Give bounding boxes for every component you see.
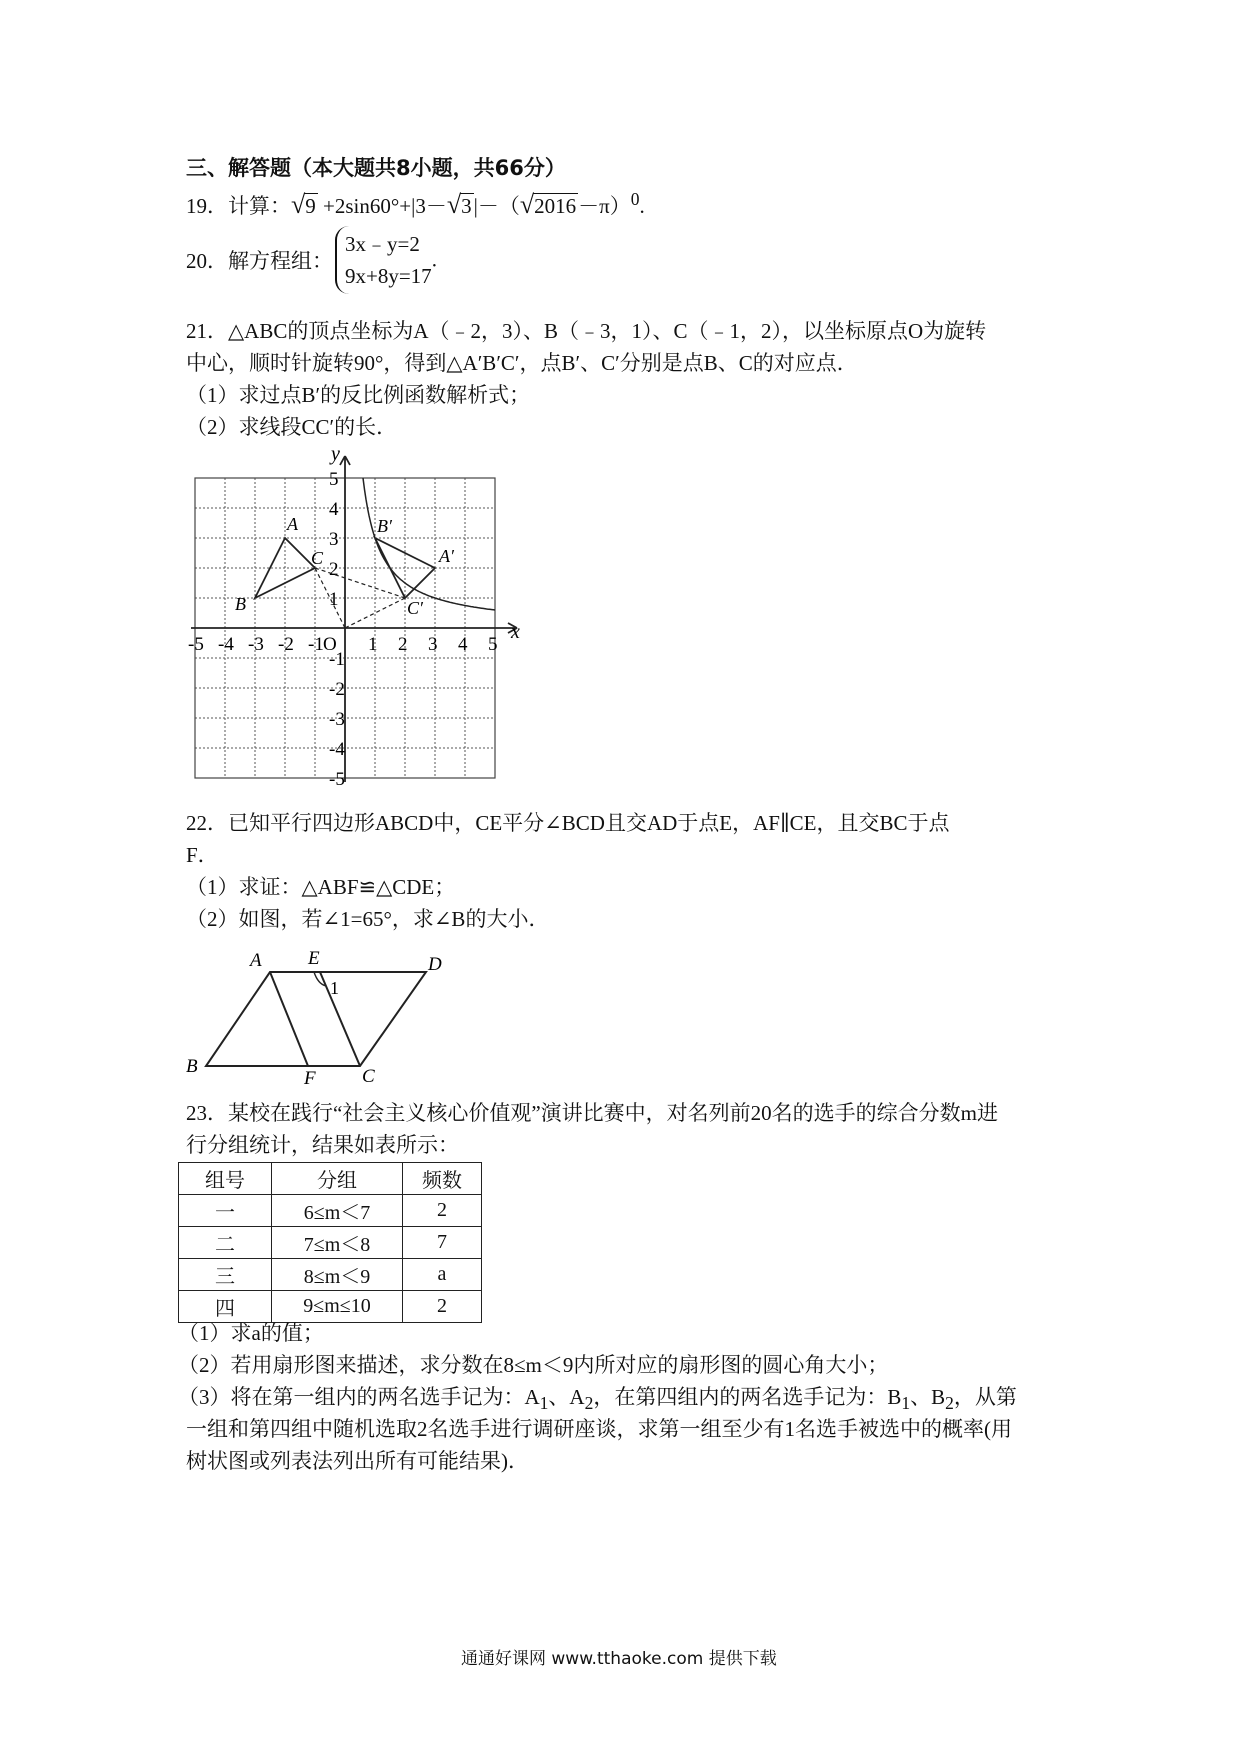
q22-line1: 22．已知平行四边形ABCD中，CE平分∠BCD且交AD于点E，AF∥CE，且交BC于点 [186, 811, 950, 835]
q19-radicand-2: 3 [461, 194, 472, 218]
table-cell: a [403, 1259, 482, 1291]
point-label-a-prime: A′ [439, 546, 454, 566]
x-axis-label: x [511, 621, 520, 643]
table-cell: 7≤m＜8 [272, 1227, 403, 1259]
segment-ec [320, 972, 360, 1066]
graph-shapes [255, 478, 495, 628]
table-header-cell: 分组 [272, 1163, 403, 1195]
point-label-c-prime: C′ [407, 598, 423, 618]
coordinate-graph [188, 443, 530, 792]
point-label-c: C [311, 548, 324, 568]
y-tick-label: 1 [329, 589, 339, 610]
x-tick-label: -4 [218, 634, 234, 655]
y-tick-label: 3 [329, 529, 339, 550]
x-tick-label: -5 [188, 634, 204, 655]
table-row [179, 1195, 482, 1227]
q19-part4: －π） [578, 194, 631, 218]
table-cell: 三 [179, 1259, 272, 1291]
q20-eq2: 9x+8y=17 [345, 264, 432, 288]
graph-axes [191, 456, 517, 782]
segment-af [270, 972, 308, 1066]
q19-part2: +2sin60°+|3－ [323, 194, 447, 218]
table-row [179, 1259, 482, 1291]
table-cell: 一 [179, 1195, 272, 1227]
fig-label-b: B [186, 1056, 198, 1077]
x-tick-label: 2 [398, 634, 408, 655]
sqrt-sign-icon: √ [446, 190, 462, 219]
point-label-b: B [235, 594, 246, 614]
q23-sub3-b: 、A [548, 1385, 585, 1409]
q23-sub3-line1 [178, 1382, 1017, 1418]
x-tick-label: -1 [308, 634, 324, 655]
x-tick-label: 4 [458, 634, 468, 655]
x-tick-label: 1 [368, 634, 378, 655]
question-20 [186, 226, 437, 294]
q23-sub1: （1）求a的值； [178, 1321, 324, 1345]
fig-label-c: C [362, 1066, 375, 1087]
q19-part3: |－（ [473, 194, 520, 218]
frequency-table [178, 1162, 482, 1323]
fig-label-a: A [250, 950, 262, 971]
q21-sub1: （1）求过点B′的反比例函数解析式； [186, 383, 531, 407]
table-cell: 2 [403, 1291, 482, 1323]
y-tick-label: -1 [329, 649, 345, 670]
parallelogram-abcd [206, 972, 426, 1066]
table-cell: 9≤m≤10 [272, 1291, 403, 1323]
x-tick-label: -3 [248, 634, 264, 655]
subscript-1: 1 [539, 1393, 549, 1414]
footer-text: 通通好课网 www.tthaoke.com 提供下载 [461, 1649, 777, 1669]
q19-radicand-3: 2016 [534, 194, 577, 218]
q23-sub3-e: ，从第 [953, 1385, 1017, 1409]
table-row [179, 1227, 482, 1259]
table-cell: 四 [179, 1291, 272, 1323]
q19-exponent: 0 [630, 189, 640, 209]
q19-end: . [639, 194, 645, 218]
table-cell: 6≤m＜7 [272, 1195, 403, 1227]
table-header-row [179, 1163, 482, 1195]
table-cell: 二 [179, 1227, 272, 1259]
q22-sub1: （1）求证：△ABF≌△CDE； [186, 875, 456, 899]
fig-label-angle-1: 1 [330, 978, 339, 998]
sqrt-sign-icon: √ [519, 190, 535, 219]
y-tick-label: 5 [329, 469, 339, 490]
y-axis-label: y [331, 443, 340, 465]
q23-line1: 23．某校在践行“社会主义核心价值观”演讲比赛中，对名列前20名的选手的综合分数m进 [186, 1101, 998, 1125]
subscript-2: 2 [945, 1393, 954, 1414]
x-tick-label: 3 [428, 634, 438, 655]
q19-prefix: 19．计算： [186, 194, 291, 218]
graph-tick-labels [188, 469, 498, 790]
question-19 [186, 184, 645, 221]
q20-end: . [431, 247, 437, 272]
fig-label-e: E [308, 948, 320, 969]
q21-line2: 中心，顺时针旋转90°，得到△A′B′C′，点B′、C′分别是点B、C的对应点． [186, 351, 858, 375]
equation-system-brace [335, 226, 432, 294]
point-label-b-prime: B′ [377, 516, 392, 536]
y-tick-label: -3 [329, 709, 345, 730]
q23-sub3-c: ，在第四组内的两名选手记为：B [593, 1385, 902, 1409]
section-header: 三、解答题（本大题共8小题，共66分） [186, 156, 566, 180]
x-tick-label: 5 [488, 634, 498, 655]
sqrt-sign-icon: √ [291, 190, 306, 219]
parallelogram-figure [180, 944, 460, 1089]
q20-eq1: 3x﹣y=2 [345, 232, 420, 256]
q21-sub2: （2）求线段CC′的长． [186, 415, 398, 439]
q22-line2: F． [186, 843, 219, 867]
q23-sub3-line3: 树状图或列表法列出所有可能结果)． [186, 1449, 529, 1473]
q23-sub3-line2: 一组和第四组中随机选取2名选手进行调研座谈，求第一组至少有1名选手被选中的概率(用 [186, 1417, 1012, 1441]
table-cell: 7 [403, 1227, 482, 1259]
q23-line2: 行分组统计，结果如表所示： [186, 1133, 459, 1157]
table-header-cell: 组号 [179, 1163, 272, 1195]
point-label-a: A [287, 514, 298, 534]
y-tick-label: -4 [329, 739, 345, 760]
q23-sub3-d: 、B [910, 1385, 946, 1409]
fig-label-d: D [428, 954, 442, 975]
fig-label-f: F [304, 1068, 316, 1089]
table-header-cell: 频数 [403, 1163, 482, 1195]
subscript-1: 1 [901, 1393, 911, 1414]
q21-line1: 21．△ABC的顶点坐标为A（﹣2，3）、B（﹣3，1）、C（﹣1，2），以坐标原点O为旋转 [186, 319, 987, 343]
table-cell: 2 [403, 1195, 482, 1227]
origin-label: O [323, 634, 337, 655]
y-tick-label: 2 [329, 559, 339, 580]
q23-sub3-a: （3）将在第一组内的两名选手记为：A [178, 1385, 540, 1409]
q22-sub2: （2）如图，若∠1=65°，求∠B的大小． [186, 907, 550, 931]
y-tick-label: 4 [329, 499, 339, 520]
y-tick-label: -2 [329, 679, 345, 700]
table-cell: 8≤m＜9 [272, 1259, 403, 1291]
subscript-2: 2 [584, 1393, 594, 1414]
y-tick-label: -5 [329, 769, 345, 790]
q23-sub2: （2）若用扇形图来描述，求分数在8≤m＜9内所对应的扇形图的圆心角大小； [178, 1353, 889, 1377]
q19-radicand-1: 9 [305, 194, 316, 218]
x-tick-label: -2 [278, 634, 294, 655]
q20-prefix: 20．解方程组： [186, 249, 333, 273]
